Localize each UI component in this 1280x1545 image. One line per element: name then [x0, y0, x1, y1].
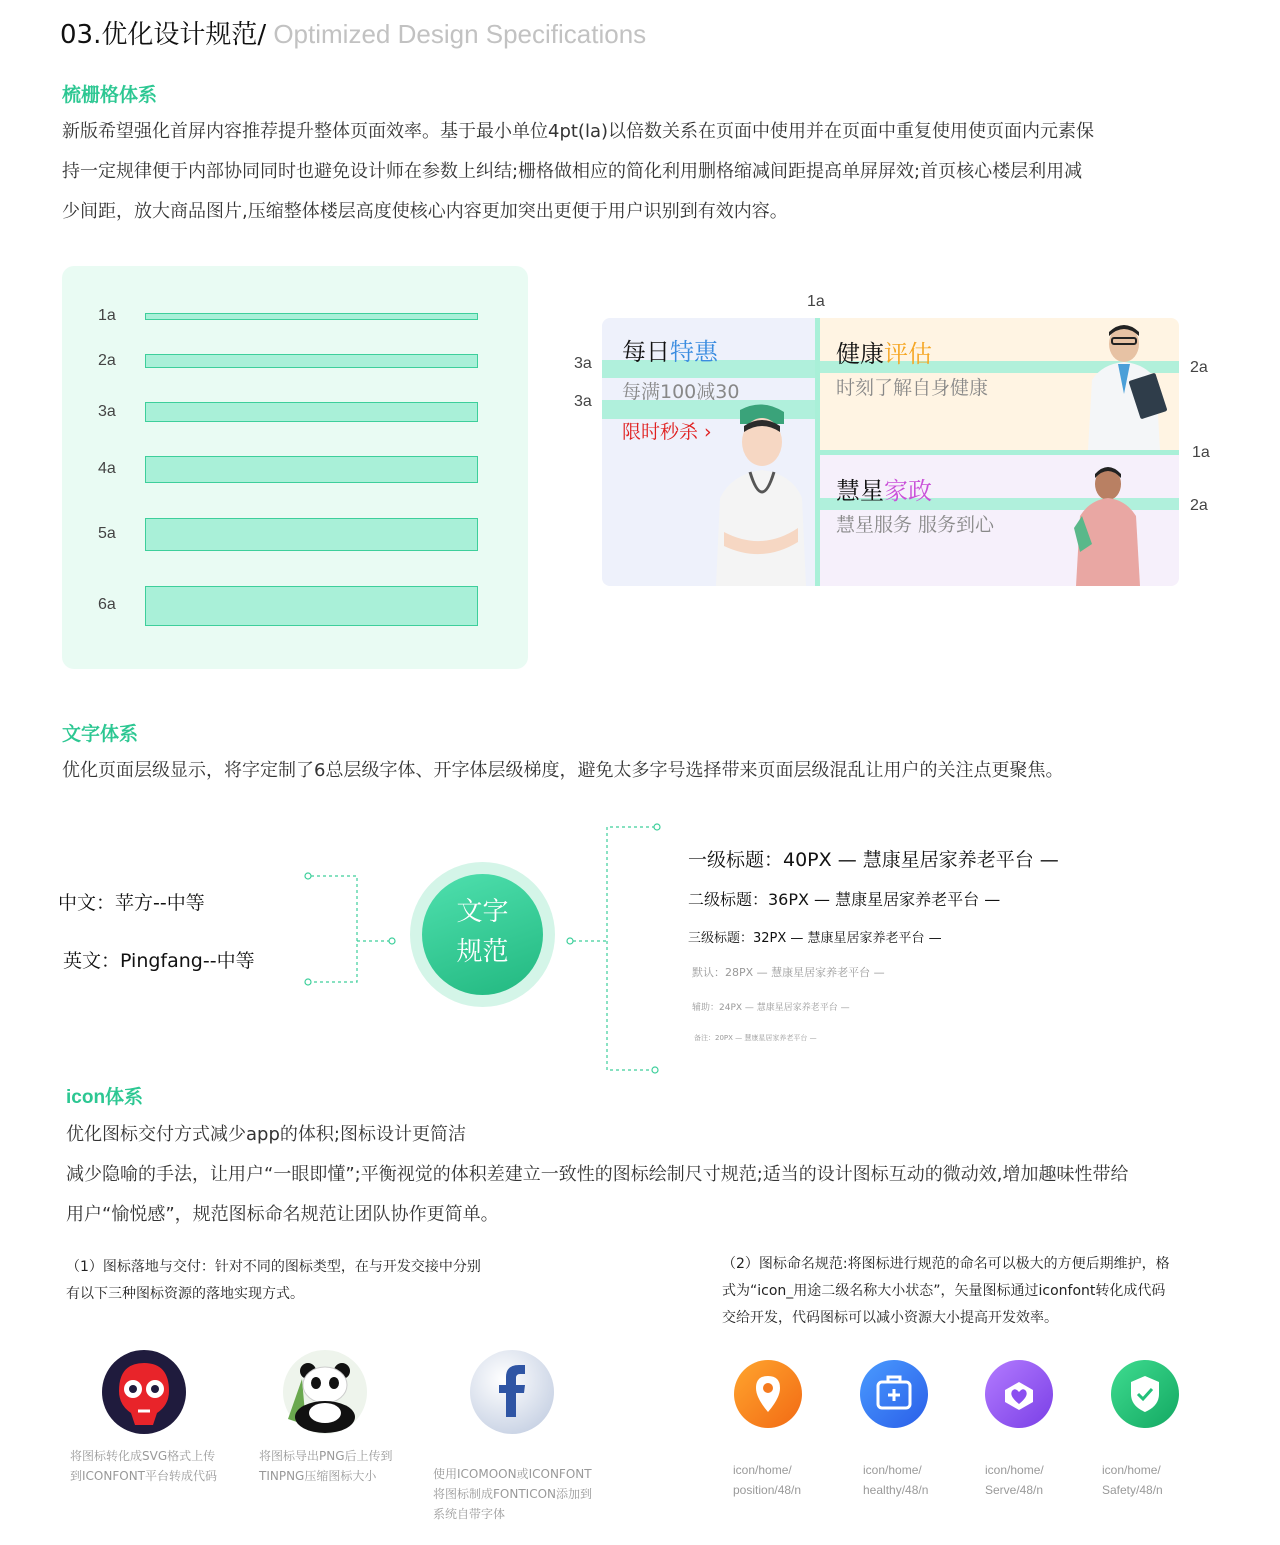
icon-description: [66, 1115, 1256, 1235]
spacing-mark: 3a: [574, 393, 592, 410]
grid-description-line: 少间距，放大商品图片,压缩整体楼层高度使核心内容更加突出更便于用户识别到有效内容。: [62, 201, 788, 222]
shield-check-icon: [1111, 1360, 1179, 1428]
spacing-mark: 3a: [574, 355, 592, 372]
banner-example: [602, 318, 1179, 586]
health-assessment-title: 健康评估: [836, 340, 932, 368]
spacing-mark: 2a: [1190, 497, 1208, 514]
scale-label: 6a: [98, 596, 116, 613]
spacing-mark: 1a: [1192, 444, 1210, 461]
scale-bar-3a: [145, 402, 478, 422]
housekeeping-subtitle: 慧星服务 服务到心: [836, 514, 995, 536]
location-icon: [734, 1360, 802, 1428]
scale-label: 5a: [98, 525, 116, 542]
scale-bar-6a: [145, 586, 478, 626]
nurse-illustration: [702, 402, 812, 586]
daily-deals-subtitle: 每满100减30: [622, 381, 740, 403]
icon-name-caption: icon/home/ healthy/48/n: [863, 1463, 929, 1497]
naming-title: （2）图标命名规范:将图标进行规范的命名可以极大的方便后期维护，格 式为“icon_用途二级名称大小状态”，矢量图标通过iconfont转化成代码 交给开发，代码图标可以减小资源大小提高开发效率。: [722, 1256, 1170, 1326]
icon-description-line: 减少隐喻的手法，让用户“一眼即懂”;平衡视觉的体积差建立一致性的图标绘制尺寸规范;适当的设计图标互动的微动效,增加趣味性带给: [66, 1164, 1129, 1185]
type-level-2: 二级标题：36PX — 慧康星居家养老平台 —: [688, 890, 1001, 909]
facebook-font-icon: [469, 1349, 555, 1435]
scale-bar-1a: [145, 313, 478, 320]
typo-center-label: 文字 规范: [456, 897, 509, 967]
doctor-illustration: [1078, 324, 1168, 450]
scale-bar-2a: [145, 354, 478, 368]
cn-font-spec: 中文：苹方--中等: [58, 892, 205, 914]
spacing-mark: 1a: [807, 293, 825, 310]
icon-heading: icon体系: [66, 1087, 144, 1108]
icon-name-caption: icon/home/ position/48/n: [733, 1463, 802, 1497]
panda-png-icon: [282, 1349, 368, 1435]
grid-description-line: 持一定规律便于内部协同同时也避免设计师在参数上纠结;栅格做相应的简化利用删格缩减间距提高单屏屏效;首页核心楼层利用减: [62, 161, 1083, 182]
scale-label: 3a: [98, 403, 116, 420]
spacing-mark: 2a: [1190, 359, 1208, 376]
grid-heading: 梳栅格体系: [62, 84, 158, 106]
scale-bar-4a: [145, 456, 478, 483]
health-assessment-subtitle: 时刻了解自身健康: [836, 377, 989, 399]
page-title-cn: 03.优化设计规范/: [60, 20, 267, 50]
delivery-caption: 将图标转化成SVG格式上传 到ICONFONT平台转成代码: [70, 1449, 217, 1483]
type-level-6: 备注：20PX — 慧康星居家养老平台 —: [694, 1034, 817, 1042]
icon-description-line: 用户“愉悦感”，规范图标命名规范让团队协作更简单。: [66, 1204, 499, 1225]
type-level-4: 默认：28PX — 慧康星居家养老平台 —: [692, 966, 885, 979]
grid-description-line: 新版希望强化首屏内容推荐提升整体页面效率。基于最小单位4pt(la)以倍数关系在页面中使用并在页面中重复使用使页面内元素保: [62, 121, 1095, 142]
grid-description: [62, 112, 1232, 232]
typo-description: 优化页面层级显示，将字定制了6总层级字体、开字体层级梯度，避免太多字号选择带来页面层级混乱让用户的关注点更聚焦。: [62, 760, 1064, 781]
scale-label: 4a: [98, 460, 116, 477]
delivery-caption: 使用ICOMOON或ICONFONT 将图标制成FONTICON添加到 系统自带字体: [433, 1467, 592, 1521]
type-level-1: 一级标题：40PX — 慧康星居家养老平台 —: [688, 849, 1059, 871]
page-title-en: Optimized Design Specifications: [266, 19, 647, 49]
svg-upload-icon: [101, 1349, 187, 1435]
en-font-spec: 英文：Pingfang--中等: [63, 950, 255, 972]
scale-label: 1a: [98, 307, 116, 324]
flash-sale-link[interactable]: 限时秒杀 ›: [622, 421, 712, 443]
typo-heading: 文字体系: [62, 723, 139, 745]
housekeeping-title: 慧星家政: [836, 477, 932, 505]
scale-bar-5a: [145, 518, 478, 551]
heart-icon: [985, 1360, 1053, 1428]
scale-label: 2a: [98, 352, 116, 369]
icon-name-caption: icon/home/ Serve/48/n: [985, 1463, 1044, 1497]
icon-name-caption: icon/home/ Safety/48/n: [1102, 1463, 1163, 1497]
page-title: [60, 14, 646, 51]
delivery-title: （1）图标落地与交付：针对不同的图标类型，在与开发交接中分别 有以下三种图标资源的落地实现方式。: [66, 1259, 481, 1302]
daily-deals-title: 每日特惠: [622, 338, 718, 366]
medical-kit-icon: [860, 1360, 928, 1428]
type-level-3: 三级标题：32PX — 慧康星居家养老平台 —: [688, 931, 942, 946]
icon-description-line: 优化图标交付方式减少app的体积;图标设计更简洁: [66, 1124, 466, 1145]
housekeeper-illustration: [1068, 464, 1148, 586]
delivery-caption: 将图标导出PNG后上传到 TINPNG压缩图标大小: [259, 1449, 393, 1483]
type-level-5: 辅助：24PX — 慧康星居家养老平台 —: [692, 1003, 850, 1013]
horizontal-gutter: [820, 450, 1179, 455]
